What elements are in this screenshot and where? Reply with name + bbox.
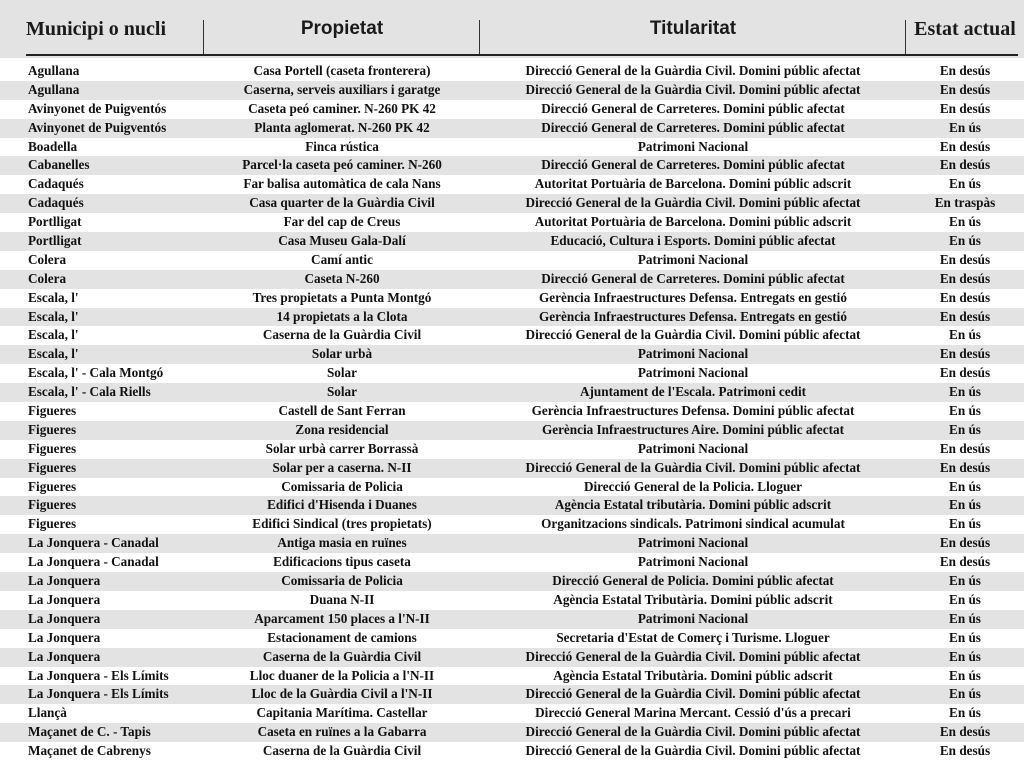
cell-propietat: Far balisa automàtica de cala Nans [243,176,441,192]
cell-estat: En ús [949,573,981,589]
cell-titularitat: Direcció General de Carreteres. Domini públic afectat [541,119,845,135]
cell-titularitat: Direcció General de la Guàrdia Civil. Domini públic afectat [525,724,861,740]
table-row [0,326,1024,345]
table-body [0,62,1024,761]
cell-propietat: Edifici d'Hisenda i Duanes [267,497,417,513]
cell-estat: En ús [949,648,981,664]
cell-titularitat: Ajuntament de l'Escala. Patrimoni cedit [580,384,806,400]
table-row [0,308,1024,327]
cell-propietat: Tres propietats a Punta Montgó [252,289,432,305]
cell-propietat: Lloc de la Guàrdia Civil a l'N-II [251,686,433,702]
cell-propietat: Caserna de la Guàrdia Civil [262,743,422,759]
cell-propietat: Camí antic [311,251,373,267]
table-row [0,383,1024,402]
cell-propietat: Solar [326,384,358,400]
cell-estat: En ús [949,516,981,532]
header-estat-actual: Estat actual [914,17,1016,40]
cell-estat: En desús [939,138,991,154]
cell-estat: En desús [939,743,991,759]
cell-titularitat: Patrimoni Nacional [637,365,749,381]
cell-municipi: Colera [28,270,67,286]
header-divider [905,20,906,54]
cell-titularitat: Direcció General de la Guàrdia Civil. Domini públic afectat [525,81,861,97]
table-row [0,459,1024,478]
cell-municipi: La Jonquera [28,573,101,589]
cell-estat: En ús [949,384,981,400]
cell-propietat: Finca rústica [305,138,379,154]
cell-estat: En desús [939,289,991,305]
cell-titularitat: Direcció General de la Policia. Lloguer [583,478,803,494]
cell-estat: En ús [949,686,981,702]
cell-titularitat: Direcció General de la Guàrdia Civil. Domini públic afectat [525,195,861,211]
cell-estat: En desús [939,157,991,173]
table-row [0,251,1024,270]
table-row [0,270,1024,289]
cell-municipi: Figueres [28,440,77,456]
cell-estat: En ús [949,497,981,513]
cell-propietat: Caserna, serveis auxiliars i garatge [243,81,441,97]
cell-municipi: La Jonquera - Canadal [28,554,159,570]
cell-propietat: Estacionament de camions [267,629,417,645]
cell-municipi: Agullana [28,63,80,78]
table-row [0,515,1024,534]
cell-municipi: Cabanelles [28,157,90,173]
table-row [0,175,1024,194]
table-row [0,62,1024,81]
cell-titularitat: Direcció General de Carreteres. Domini públic afectat [541,100,845,116]
cell-municipi: Figueres [28,403,77,419]
table-row [0,213,1024,232]
header-titularitat: Titularitat [649,18,737,39]
cell-estat: En desús [939,554,991,570]
cell-municipi: Cadaqués [28,195,84,211]
cell-titularitat: Patrimoni Nacional [637,554,749,570]
cell-titularitat: Gerència Infraestructures Defensa. Domini públic afectat [531,403,855,419]
cell-municipi: Cadaqués [28,176,84,192]
cell-municipi: Figueres [28,421,77,437]
header-propietat: Propietat [300,18,384,39]
cell-estat: En ús [949,591,981,607]
cell-municipi: Figueres [28,497,77,513]
cell-titularitat: Gerència Infraestructures Defensa. Entregats en gestió [539,308,847,324]
cell-titularitat: Secretaria d'Estat de Comerç i Turisme. Lloguer [556,629,830,645]
cell-municipi: La Jonquera - Canadal [28,535,159,551]
cell-propietat: Caseta N-260 [304,270,380,286]
cell-estat: En desús [939,100,991,116]
table-row [0,591,1024,610]
cell-titularitat: Gerència Infraestructures Defensa. Entregats en gestió [539,289,847,305]
cell-municipi: Escala, l' - Cala Montgó [28,365,164,381]
cell-titularitat: Direcció General de la Guàrdia Civil. Domini públic afectat [525,63,861,78]
cell-propietat: Far del cap de Creus [283,214,401,230]
table-row [0,119,1024,138]
header-divider [479,20,480,54]
table-row [0,138,1024,157]
table-row [0,553,1024,572]
cell-estat: En ús [949,667,981,683]
cell-municipi: La Jonquera [28,610,101,626]
cell-estat: En desús [939,270,991,286]
cell-propietat: 14 propietats a la Clota [276,308,408,324]
cell-estat: En ús [949,119,981,135]
table-row [0,667,1024,686]
cell-propietat: Aparcament 150 places a l'N-II [254,610,430,626]
cell-estat: En ús [949,478,981,494]
cell-propietat: Edificacions tipus caseta [273,554,411,570]
cell-titularitat: Autoritat Portuària de Barcelona. Domini públic adscrit [534,176,852,192]
cell-estat: En ús [949,421,981,437]
cell-municipi: Avinyonet de Puigventós [28,119,167,135]
cell-titularitat: Patrimoni Nacional [637,138,749,154]
cell-estat: En ús [949,233,981,249]
cell-estat: En traspàs [934,195,996,211]
cell-propietat: Caserna de la Guàrdia Civil [262,648,422,664]
cell-municipi: La Jonquera [28,629,101,645]
cell-municipi: Maçanet de C. - Tapis [28,724,151,740]
table-row [0,478,1024,497]
cell-propietat: Parcel·la caseta peó caminer. N-260 [242,157,442,173]
cell-municipi: Llançà [28,705,67,721]
table-row [0,100,1024,119]
cell-propietat: Caseta en ruïnes a la Gabarra [257,724,427,740]
header-municipi: Municipi o nucli [26,17,167,40]
cell-titularitat: Direcció General de Carreteres. Domini públic afectat [541,270,845,286]
cell-municipi: Figueres [28,478,77,494]
cell-estat: En desús [939,251,991,267]
cell-propietat: Edifici Sindical (tres propietats) [252,516,432,532]
table-header [0,0,1024,58]
cell-titularitat: Direcció General de la Guàrdia Civil. Domini públic afectat [525,743,861,759]
table-row [0,345,1024,364]
cell-estat: En ús [949,403,981,419]
table-row [0,289,1024,308]
cell-estat: En ús [949,629,981,645]
cell-estat: En desús [939,535,991,551]
cell-titularitat: Agència Estatal Tributària. Domini públic adscrit [553,667,833,683]
cell-estat: En desús [939,365,991,381]
table-row [0,156,1024,175]
cell-municipi: Boadella [28,138,78,154]
cell-propietat: Lloc duaner de la Policia a l'N-II [249,667,435,683]
cell-estat: En ús [949,176,981,192]
cell-estat: En desús [939,346,991,362]
cell-titularitat: Patrimoni Nacional [637,535,749,551]
cell-estat: En desús [939,308,991,324]
table-row [0,440,1024,459]
table-row [0,194,1024,213]
table-row [0,704,1024,723]
cell-titularitat: Direcció General de la Guàrdia Civil. Domini públic afectat [525,686,861,702]
cell-propietat: Casa Portell (caseta fronterera) [253,63,431,78]
cell-propietat: Planta aglomerat. N-260 PK 42 [254,119,430,135]
cell-estat: En desús [939,724,991,740]
cell-titularitat: Direcció General de Policia. Domini públic afectat [552,573,834,589]
cell-municipi: Agullana [28,81,80,97]
cell-municipi: Figueres [28,516,77,532]
cell-estat: En ús [949,705,981,721]
table-row [0,723,1024,742]
cell-propietat: Casa quarter de la Guàrdia Civil [249,195,435,211]
cell-municipi: Figueres [28,459,77,475]
cell-propietat: Solar per a caserna. N-II [272,459,412,475]
table-row [0,572,1024,591]
table-row [0,534,1024,553]
cell-titularitat: Direcció General de la Guàrdia Civil. Domini públic afectat [525,648,861,664]
cell-municipi: Escala, l' [28,289,79,305]
table-row [0,402,1024,421]
cell-titularitat: Agència Estatal Tributària. Domini públic adscrit [553,591,833,607]
cell-propietat: Solar urbà [311,346,373,362]
cell-municipi: La Jonquera [28,648,101,664]
header-rule [26,54,1018,56]
cell-titularitat: Patrimoni Nacional [637,610,749,626]
cell-propietat: Caseta peó caminer. N-260 PK 42 [248,100,436,116]
cell-propietat: Solar urbà carrer Borrassà [265,440,419,456]
cell-municipi: Colera [28,251,67,267]
cell-propietat: Comissaria de Policia [281,573,403,589]
cell-titularitat: Patrimoni Nacional [637,346,749,362]
cell-municipi: Escala, l' [28,327,79,343]
cell-titularitat: Gerència Infraestructures Aire. Domini públic afectat [541,421,845,437]
cell-propietat: Duana N-II [309,591,375,607]
cell-propietat: Castell de Sant Ferran [278,403,406,419]
table-row [0,81,1024,100]
cell-titularitat: Patrimoni Nacional [637,440,749,456]
cell-titularitat: Agència Estatal tributària. Domini públic adscrit [554,497,832,513]
cell-titularitat: Direcció General de la Guàrdia Civil. Domini públic afectat [525,459,861,475]
table-row [0,648,1024,667]
table-row [0,742,1024,761]
cell-municipi: La Jonquera - Els Límits [28,667,169,683]
cell-titularitat: Direcció General de Carreteres. Domini públic afectat [541,157,845,173]
cell-municipi: La Jonquera [28,591,101,607]
table-row [0,421,1024,440]
cell-estat: En ús [949,214,981,230]
cell-titularitat: Educació, Cultura i Esports. Domini públic afectat [550,233,836,249]
table-row [0,496,1024,515]
cell-titularitat: Patrimoni Nacional [637,251,749,267]
cell-propietat: Capitania Marítima. Castellar [256,705,428,721]
cell-estat: En ús [949,610,981,626]
table-row [0,685,1024,704]
cell-propietat: Casa Museu Gala-Dalí [278,233,406,249]
cell-municipi: Portlligat [28,214,82,230]
header-divider [203,20,204,54]
cell-estat: En desús [939,63,991,78]
cell-propietat: Solar [326,365,358,381]
cell-municipi: Maçanet de Cabrenys [28,743,151,759]
cell-titularitat: Organitzacions sindicals. Patrimoni sindical acumulat [541,516,845,532]
cell-estat: En desús [939,81,991,97]
cell-estat: En desús [939,459,991,475]
cell-municipi: Avinyonet de Puigventós [28,100,167,116]
table-row [0,364,1024,383]
cell-municipi: La Jonquera - Els Límits [28,686,169,702]
cell-municipi: Portlligat [28,233,82,249]
cell-municipi: Escala, l' - Cala Riells [28,384,151,400]
cell-titularitat: Direcció General Marina Mercant. Cessió d'ús a precari [535,705,851,721]
cell-titularitat: Autoritat Portuària de Barcelona. Domini públic adscrit [534,214,852,230]
cell-municipi: Escala, l' [28,346,79,362]
cell-propietat: Caserna de la Guàrdia Civil [262,327,422,343]
cell-propietat: Zona residencial [295,421,389,437]
cell-titularitat: Direcció General de la Guàrdia Civil. Domini públic afectat [525,327,861,343]
cell-estat: En ús [949,327,981,343]
cell-municipi: Escala, l' [28,308,79,324]
cell-propietat: Antiga masia en ruïnes [277,535,407,551]
cell-estat: En desús [939,440,991,456]
table-row [0,232,1024,251]
table-row [0,610,1024,629]
table-row [0,629,1024,648]
cell-propietat: Comissaria de Policia [281,478,403,494]
